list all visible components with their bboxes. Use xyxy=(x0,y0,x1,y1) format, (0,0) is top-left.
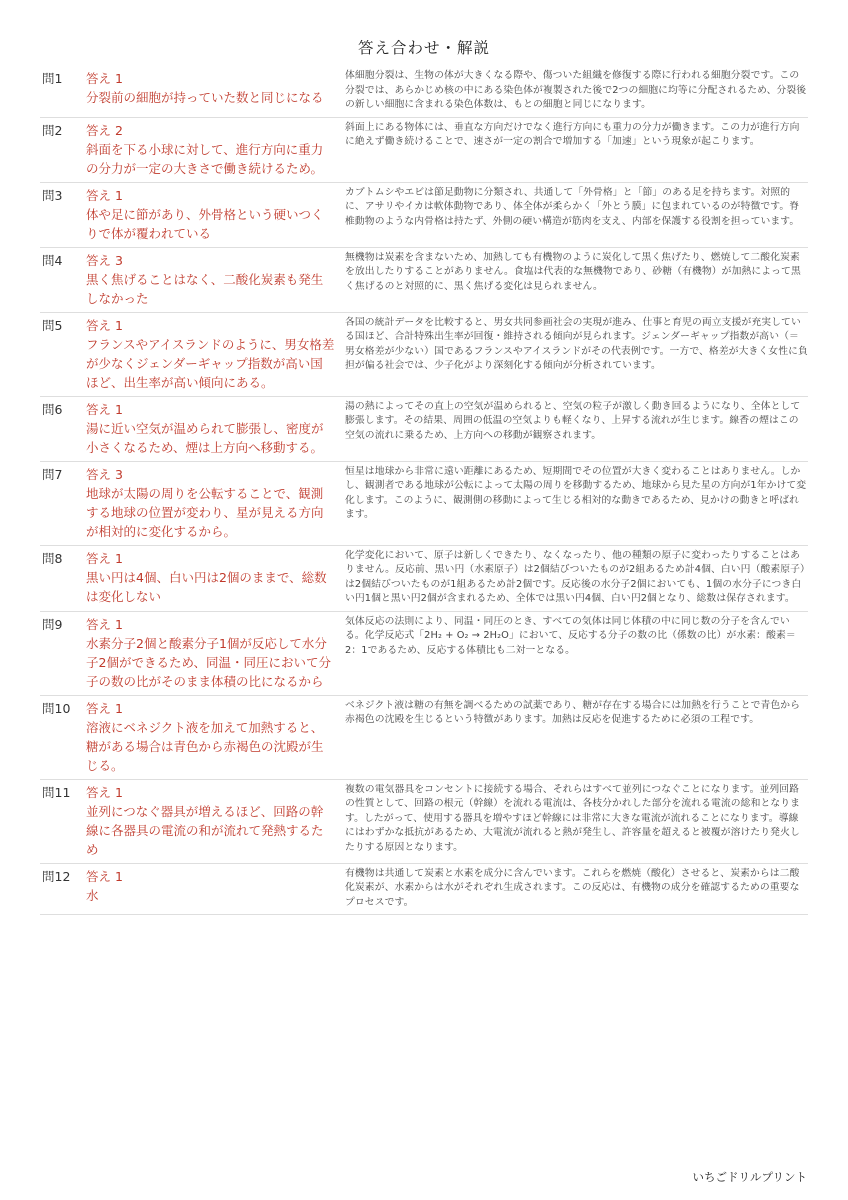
question-row-1 xyxy=(40,66,808,118)
answer-label: 答え 1 xyxy=(86,700,123,716)
question-number: 問9 xyxy=(42,616,63,632)
answer-label: 答え 1 xyxy=(86,784,123,800)
question-row-5 xyxy=(40,313,808,397)
explanation-text: 複数の電気器具をコンセントに接続する場合、それらはすべて並列につなぐことになります。並列回路の性質として、回路の根元（幹線）を流れる電流は、各枝分かれした部分を流れる電流の総和となります。したがって、使用する器具を増やすほど幹線には非常に大きな電流が流れることになります。導線にはわずかな抵抗があるため、大電流が流れると熱が発生し、許容量を超えると被覆が溶けたり発火したりする原因となります。 xyxy=(345,783,801,853)
explanation-text: 各国の統計データを比較すると、男女共同参画社会の実現が進み、仕事と育児の両立支援が充実している国ほど、合計特殊出生率が回復・維持される傾向が見られます。ジェンダーギャップ指数が高い（＝男女格差が少ない）国であるフランスやアイスランドがその代表例です。一方で、格差が大きく女性に負担が偏る社会では、少子化がより深刻化する傾向が分析されています。 xyxy=(345,316,808,371)
explanation-text: 化学変化において、原子は新しくできたり、なくなったり、他の種類の原子に変わったりすることはありません。反応前、黒い円（水素原子）は2個結びついたものが2組あるため計4個、白い円（酸素原子）は2個結びついたものが1組あるため計2個です。反応後の水分子2個においても、1個の水分子につき白い円1個と黒い円2個が含まれるため、全体では黒い円4個、白い円2個となり、総数は保存されます。 xyxy=(345,549,806,604)
answer-label: 答え 3 xyxy=(86,466,123,482)
answer-cell xyxy=(76,699,339,775)
answer-text: 溶液にベネジクト液を加えて加熱すると、糖がある場合は青色から赤褐色の沈殿が生じる。 xyxy=(86,719,324,773)
explanation-text: カブトムシやエビは節足動物に分類され、共通して「外骨格」と「節」のある足を持ちます。対照的に、アサリやイカは軟体動物であり、体全体が柔らかく「外とう膜」に包まれているのが特徴です。脊椎動物のような内骨格は持たず、外側の硬い構造が筋肉を支え、内部を保護する役割を担っています。 xyxy=(345,186,800,227)
explanation-text: 有機物は共通して炭素と水素を成分に含んでいます。これらを燃焼（酸化）させると、炭素からは二酸化炭素が、水素からは水がそれぞれ生成されます。この反応は、有機物の成分を確認するための重要なプロセスです。 xyxy=(345,867,800,908)
answer-cell xyxy=(76,615,339,691)
explanation-text: 恒星は地球から非常に遠い距離にあるため、短期間でその位置が大きく変わることはありません。しかし、観測者である地球が公転によって太陽の周りを移動するため、地球から見た星の方向が1年かけて変化します。このように、観測側の移動によって生じる相対的な動きであるため、見かけの動きと呼ばれます。 xyxy=(345,465,807,520)
question-number: 問4 xyxy=(42,252,63,268)
answer-label: 答え 1 xyxy=(86,187,123,203)
question-row-6 xyxy=(40,397,808,462)
answer-text: 黒く焦げることはなく、二酸化炭素も発生しなかった xyxy=(86,271,324,306)
answer-cell xyxy=(76,69,339,113)
question-row-10 xyxy=(40,696,808,780)
question-row-11 xyxy=(40,780,808,864)
question-row-2 xyxy=(40,118,808,183)
answer-label: 答え 1 xyxy=(86,71,123,86)
answer-cell xyxy=(76,186,339,243)
answer-label: 答え 1 xyxy=(86,317,123,333)
answer-text: 水 xyxy=(86,887,99,903)
question-row-4 xyxy=(40,248,808,313)
question-number: 問11 xyxy=(42,784,71,800)
question-row-12 xyxy=(40,864,808,916)
question-number: 問10 xyxy=(42,700,71,716)
answer-text: 水素分子2個と酸素分子1個が反応して水分子2個ができるため、同温・同圧において分子の数の比がそのまま体積の比になるから xyxy=(86,635,331,689)
question-number: 問3 xyxy=(42,187,63,203)
question-number: 問12 xyxy=(42,868,71,884)
answer-cell xyxy=(76,251,339,308)
question-number: 問6 xyxy=(42,401,63,417)
footer-brand: いちごドリルプリント xyxy=(692,1170,807,1184)
question-number: 問8 xyxy=(42,550,63,566)
answer-cell xyxy=(76,549,339,607)
answer-label: 答え 1 xyxy=(86,616,123,632)
question-row-7 xyxy=(40,462,808,546)
answer-text: 湯に近い空気が温められて膨張し、密度が小さくなるため、煙は上方向へ移動する。 xyxy=(86,420,324,455)
explanation-text: 気体反応の法則により、同温・同圧のとき、すべての気体は同じ体積の中に同じ数の分子を含んでいる。化学反応式「2H₂ + O₂ → 2H₂O」において、反応する分子の数の比（係数の比）が水素：酸素＝2：1であるため、反応する体積比も二対一となる。 xyxy=(345,615,796,656)
answer-label: 答え 1 xyxy=(86,868,123,884)
question-row-9 xyxy=(40,612,808,696)
answer-cell xyxy=(76,465,339,541)
answer-text: 地球が太陽の周りを公転することで、観測する地球の位置が変わり、星が見える方向が相対的に変化するから。 xyxy=(86,485,324,539)
question-row-8 xyxy=(40,546,808,612)
answer-cell xyxy=(76,783,339,859)
answer-label: 答え 1 xyxy=(86,550,123,566)
answer-cell xyxy=(76,867,339,911)
question-number: 問2 xyxy=(42,122,63,138)
answer-text: フランスやアイスランドのように、男女格差が少なくジェンダーギャップ指数が高い国ほど、出生率が高い傾向にある。 xyxy=(86,336,335,390)
explanation-text: 無機物は炭素を含まないため、加熱しても有機物のように炭化して黒く焦げたり、燃焼して二酸化炭素を放出したりすることがありません。食塩は代表的な無機物であり、砂糖（有機物）が加熱によって黒く焦げるのと対照的に、黒く焦げる変化は見られません。 xyxy=(345,251,801,292)
answer-label: 答え 1 xyxy=(86,401,123,417)
answer-text: 体や足に節があり、外骨格という硬いつくりで体が覆われている xyxy=(86,206,324,241)
answer-label: 答え 2 xyxy=(86,122,123,138)
question-number: 問1 xyxy=(42,71,63,86)
page-title: 答え合わせ・解説 xyxy=(357,39,490,57)
answer-cell xyxy=(76,400,339,457)
answer-table xyxy=(40,66,808,915)
answer-text: 分裂前の細胞が持っていた数と同じになる xyxy=(86,90,324,105)
answer-text: 斜面を下る小球に対して、進行方向に重力の分力が一定の大きさで働き続けるため。 xyxy=(86,141,324,176)
question-row-3 xyxy=(40,183,808,248)
explanation-text: 体細胞分裂は、生物の体が大きくなる際や、傷ついた組織を修復する際に行われる細胞分裂です。この分裂では、あらかじめ核の中にある染色体が複製された後で2つの細胞に均等に分配されるため、分裂後の新しい細胞に含まれる染色体数は、もとの細胞と同じになります。 xyxy=(345,70,807,110)
answer-cell xyxy=(76,121,339,178)
explanation-text: 斜面上にある物体には、垂直な方向だけでなく進行方向にも重力の分力が働きます。この力が進行方向に絶えず働き続けることで、速さが一定の割合で増加する「加速」という現象が起こります。 xyxy=(345,121,800,147)
question-number: 問5 xyxy=(42,317,63,333)
explanation-text: ベネジクト液は糖の有無を調べるための試薬であり、糖が存在する場合には加熱を行うことで青色から赤褐色の沈殿を生じるという特徴があります。加熱は反応を促進するために必須の工程です。 xyxy=(345,699,801,725)
answer-text: 黒い円は4個、白い円は2個のままで、総数は変化しない xyxy=(86,569,327,604)
question-number: 問7 xyxy=(42,466,63,482)
explanation-text: 湯の熱によってその直上の空気が温められると、空気の粒子が激しく動き回るようになり、全体として膨張します。その結果、周囲の低温の空気よりも軽くなり、上昇する流れが生じます。線香の煙はこの空気の流れに乗るため、上方向への移動が観察されます。 xyxy=(345,400,801,441)
answer-text: 並列につなぐ器具が増えるほど、回路の幹線に各器具の電流の和が流れて発熱するため xyxy=(86,803,324,857)
answer-cell xyxy=(76,316,339,392)
answer-label: 答え 3 xyxy=(86,252,123,268)
